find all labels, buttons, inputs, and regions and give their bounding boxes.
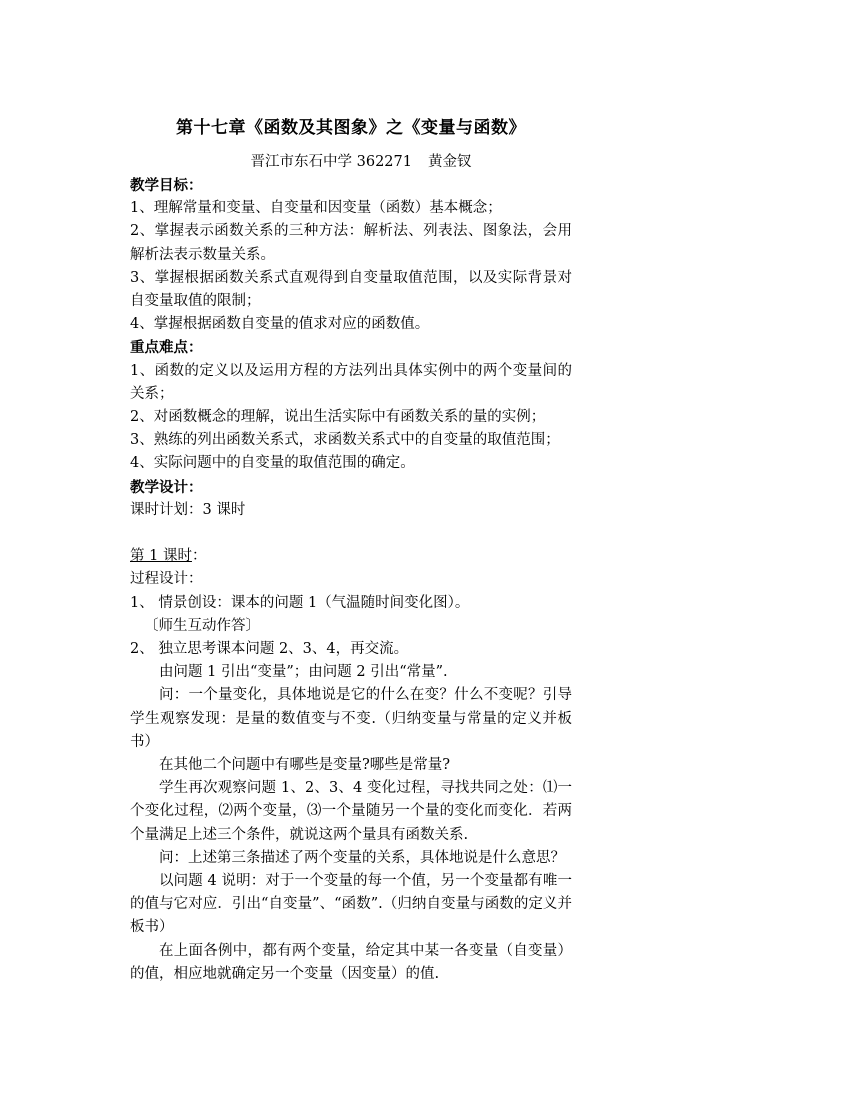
paragraph-7: 在上面各例中，都有两个变量，给定其中某一各变量（自变量）的值，相应地就确定另一个变量（因变量）的值.	[130, 942, 572, 982]
step-2: 2、 独立思考课本问题 2、3、4，再交流。	[130, 641, 409, 658]
objective-item-1: 1、理解常量和变量、自变量和因变量（函数）基本概念；	[130, 200, 502, 217]
author-name: 黄金钗	[427, 154, 472, 170]
paragraph-3: 在其他二个问题中有哪些是变量?哪些是常量?	[159, 757, 451, 774]
lesson1-heading-text: 第 1 课时	[130, 548, 192, 565]
paragraph-2: 问：一个量变化，具体地说是它的什么在变？什么不变呢？引导学生观察发现：是量的数值变与不变.（归纳变量与常量的定义并板书）	[130, 687, 572, 750]
step-1: 1、 情景创设：课本的问题 1（气温随时间变化图）。	[130, 594, 470, 611]
paragraph-1: 由问题 1 引出“变量”；由问题 2 引出“常量”.	[159, 664, 448, 681]
paragraph-6: 以问题 4 说明：对于一个变量的每一个值，另一个变量都有唯一的值与它对应．引出“自变量”、“函数”.（归纳自变量与函数的定义并板书）	[130, 873, 572, 936]
objectives-heading: 教学目标：	[130, 177, 203, 194]
lesson1-heading	[130, 545, 572, 568]
step-1-note: 〔师生互动作答〕	[144, 617, 260, 634]
author-school: 晋江市东石中学 362271	[250, 154, 412, 170]
lesson1-heading-colon: ：	[191, 548, 207, 565]
document-title: 第十七章《函数及其图象》之《变量与函数》	[176, 118, 526, 138]
blank-line	[130, 522, 572, 545]
objective-item-2: 2、掌握表示函数关系的三种方法：解析法、列表法、图象法，会用解析法表示数量关系。	[130, 223, 572, 263]
paragraph-4: 学生再次观察问题 1、2、3、4 变化过程，寻找共同之处：⑴一个变化过程，⑵两个变量，⑶一个量随另一个量的变化而变化．若两个量满足上述三个条件，就说这两个量具有函数关系.	[130, 780, 572, 843]
document-body	[130, 116, 572, 986]
objective-item-4: 4、掌握根据函数自变量的值求对应的函数值。	[130, 316, 430, 333]
difficulty-item-1: 1、函数的定义以及运用方程的方法列出具体实例中的两个变量间的关系；	[130, 362, 572, 402]
difficulty-item-2: 2、对函数概念的理解，说出生活实际中有函数关系的量的实例；	[130, 409, 546, 426]
difficulty-item-3: 3、熟练的列出函数关系式，求函数关系式中的自变量的取值范围；	[130, 432, 560, 449]
difficulty-item-4: 4、实际问题中的自变量的取值范围的确定。	[130, 455, 415, 472]
lesson-plan: 课时计划：3 课时	[130, 501, 246, 518]
design-heading: 教学设计：	[130, 478, 203, 496]
paragraph-5: 问：上述第三条描述了两个变量的关系，具体地说是什么意思？	[159, 849, 565, 866]
difficulties-heading: 重点难点：	[130, 339, 203, 357]
author-line	[130, 150, 572, 174]
objective-item-3: 3、掌握根据函数关系式直观得到自变量取值范围，以及实际背景对自变量取值的限制；	[130, 269, 572, 310]
process-heading: 过程设计：	[130, 571, 203, 588]
